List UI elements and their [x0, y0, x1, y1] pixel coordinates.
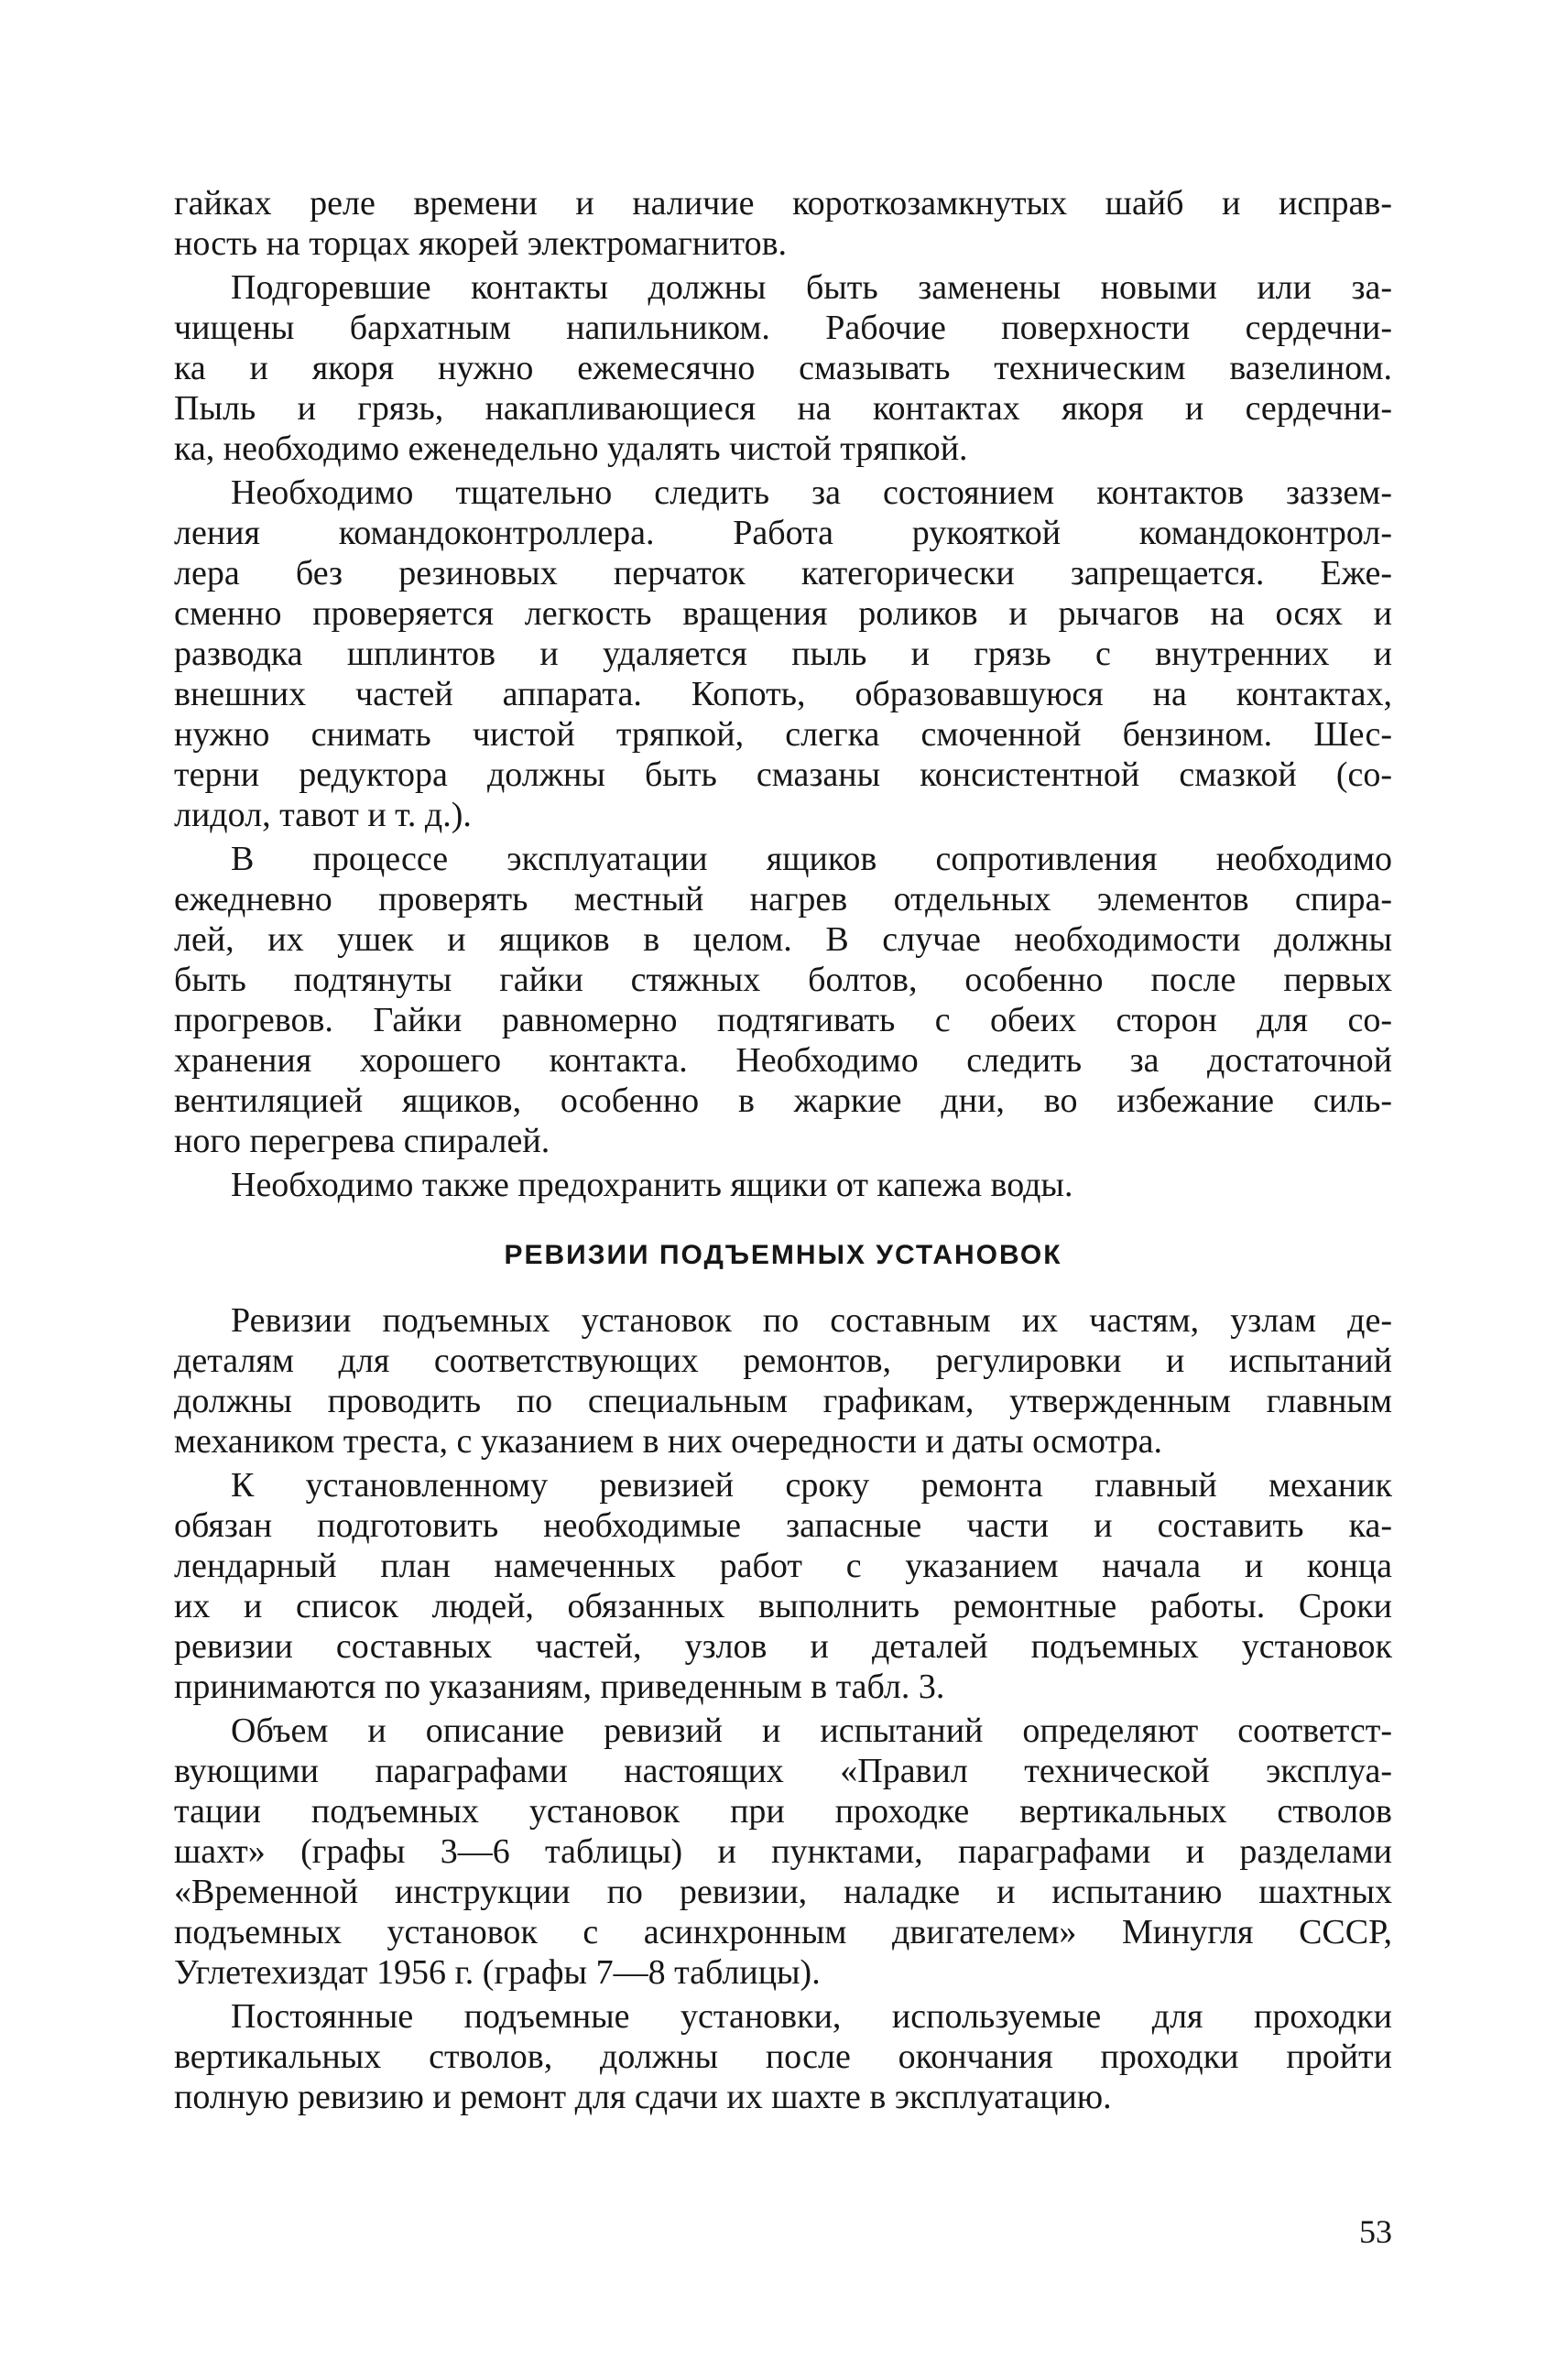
text-line: Необходимо также предохранить ящики от капежа воды. [231, 1166, 1073, 1204]
page-body [174, 183, 1392, 2117]
paragraph-3 [174, 473, 1392, 835]
page-number: 53 [1359, 2213, 1392, 2250]
text-line: хранения хорошего контакта. Необходимо следить за достаточной [174, 1041, 1392, 1080]
text-line: В процессе эксплуатации ящиков сопротивления необходимо [231, 840, 1392, 878]
text-line: подъемных установок с асинхронным двигателем» Минугля СССР, [174, 1913, 1392, 1951]
text-line: ного перегрева спиралей. [174, 1122, 550, 1160]
paragraph-1 [174, 183, 1392, 264]
text-line: сменно проверяется легкость вращения роликов и рычагов на осях и [174, 594, 1392, 633]
paragraph-7 [174, 1465, 1392, 1707]
text-line: механиком треста, с указанием в них очередности и даты осмотра. [174, 1422, 1162, 1461]
text-line: Постоянные подъемные установки, используемые для проходки [231, 1997, 1392, 2036]
text-line: «Временной инструкции по ревизии, наладке и испытанию шахтных [174, 1873, 1392, 1911]
text-line: ка и якоря нужно ежемесячно смазывать техническим вазелином. [174, 349, 1392, 387]
text-line: вентиляцией ящиков, особенно в жаркие дни, во избежание силь- [174, 1081, 1392, 1120]
text-line: тации подъемных установок при проходке вертикальных стволов [174, 1792, 1392, 1831]
text-line: Объем и описание ревизий и испытаний определяют соответст- [231, 1712, 1392, 1750]
text-line: обязан подготовить необходимые запасные части и составить ка- [174, 1506, 1392, 1545]
text-line: ка, необходимо еженедельно удалять чистой тряпкой. [174, 429, 968, 468]
text-line: Углетехиздат 1956 г. (графы 7—8 таблицы). [174, 1953, 821, 1992]
paragraph-9 [174, 1996, 1392, 2117]
text-line: прогревов. Гайки равномерно подтягивать с обеих сторон для со- [174, 1001, 1392, 1039]
paragraph-6 [174, 1300, 1392, 1462]
text-line: лера без резиновых перчаток категорически запрещается. Еже- [174, 554, 1392, 592]
text-line: принимаются по указаниям, приведенным в табл. 3. [174, 1668, 945, 1706]
text-line: лидол, тавот и т. д.). [174, 796, 472, 834]
text-line: разводка шплинтов и удаляется пыль и грязь с внутренних и [174, 635, 1392, 673]
paragraph-2 [174, 267, 1392, 469]
text-line: лей, их ушек и ящиков в целом. В случае необходимости должны [174, 920, 1392, 959]
text-line: шахт» (графы 3—6 таблицы) и пунктами, параграфами и разделами [174, 1832, 1392, 1871]
text-line: лендарный план намеченных работ с указанием начала и конца [174, 1547, 1392, 1585]
text-line: чищены бархатным напильником. Рабочие поверхности сердечни- [174, 309, 1392, 347]
text-line: нужно снимать чистой тряпкой, слегка смоченной бензином. Шес- [174, 715, 1392, 754]
text-line: ность на торцах якорей электромагнитов. [174, 224, 788, 263]
paragraph-5 [174, 1165, 1392, 1205]
text-line: ежедневно проверять местный нагрев отдельных элементов спира- [174, 880, 1392, 918]
text-line: Подгоревшие контакты должны быть заменены новыми или за- [231, 268, 1392, 307]
text-line: терни редуктора должны быть смазаны консистентной смазкой (со- [174, 755, 1392, 794]
section-heading: РЕВИЗИИ ПОДЪЕМНЫХ УСТАНОВОК [504, 1240, 1062, 1270]
text-line: К установленному ревизией сроку ремонта главный механик [231, 1466, 1392, 1505]
text-line: ления командоконтроллера. Работа рукояткой командоконтрол- [174, 514, 1392, 552]
text-line: их и список людей, обязанных выполнить ремонтные работы. Сроки [174, 1587, 1392, 1625]
text-line: Ревизии подъемных установок по составным их частям, узлам де- [231, 1301, 1392, 1340]
text-line: вующими параграфами настоящих «Правил технической эксплуа- [174, 1752, 1392, 1790]
text-line: Пыль и грязь, накапливающиеся на контактах якоря и сердечни- [174, 389, 1392, 428]
text-line: должны проводить по специальным графикам, утвержденным главным [174, 1382, 1392, 1420]
text-line: гайках реле времени и наличие короткозамкнутых шайб и исправ- [174, 184, 1392, 223]
text-line: ревизии составных частей, узлов и деталей подъемных установок [174, 1627, 1392, 1666]
text-line: вертикальных стволов, должны после окончания проходки пройти [174, 2038, 1392, 2076]
text-line: быть подтянуты гайки стяжных болтов, особенно после первых [174, 961, 1392, 999]
text-line: деталям для соответствующих ремонтов, регулировки и испытаний [174, 1342, 1392, 1380]
paragraph-8 [174, 1711, 1392, 1993]
text-line: внешних частей аппарата. Копоть, образовавшуюся на контактах, [174, 675, 1392, 713]
text-line: полную ревизию и ремонт для сдачи их шахте в эксплуатацию. [174, 2078, 1112, 2116]
text-line: Необходимо тщательно следить за состоянием контактов заззем- [231, 473, 1392, 512]
paragraph-4 [174, 839, 1392, 1161]
